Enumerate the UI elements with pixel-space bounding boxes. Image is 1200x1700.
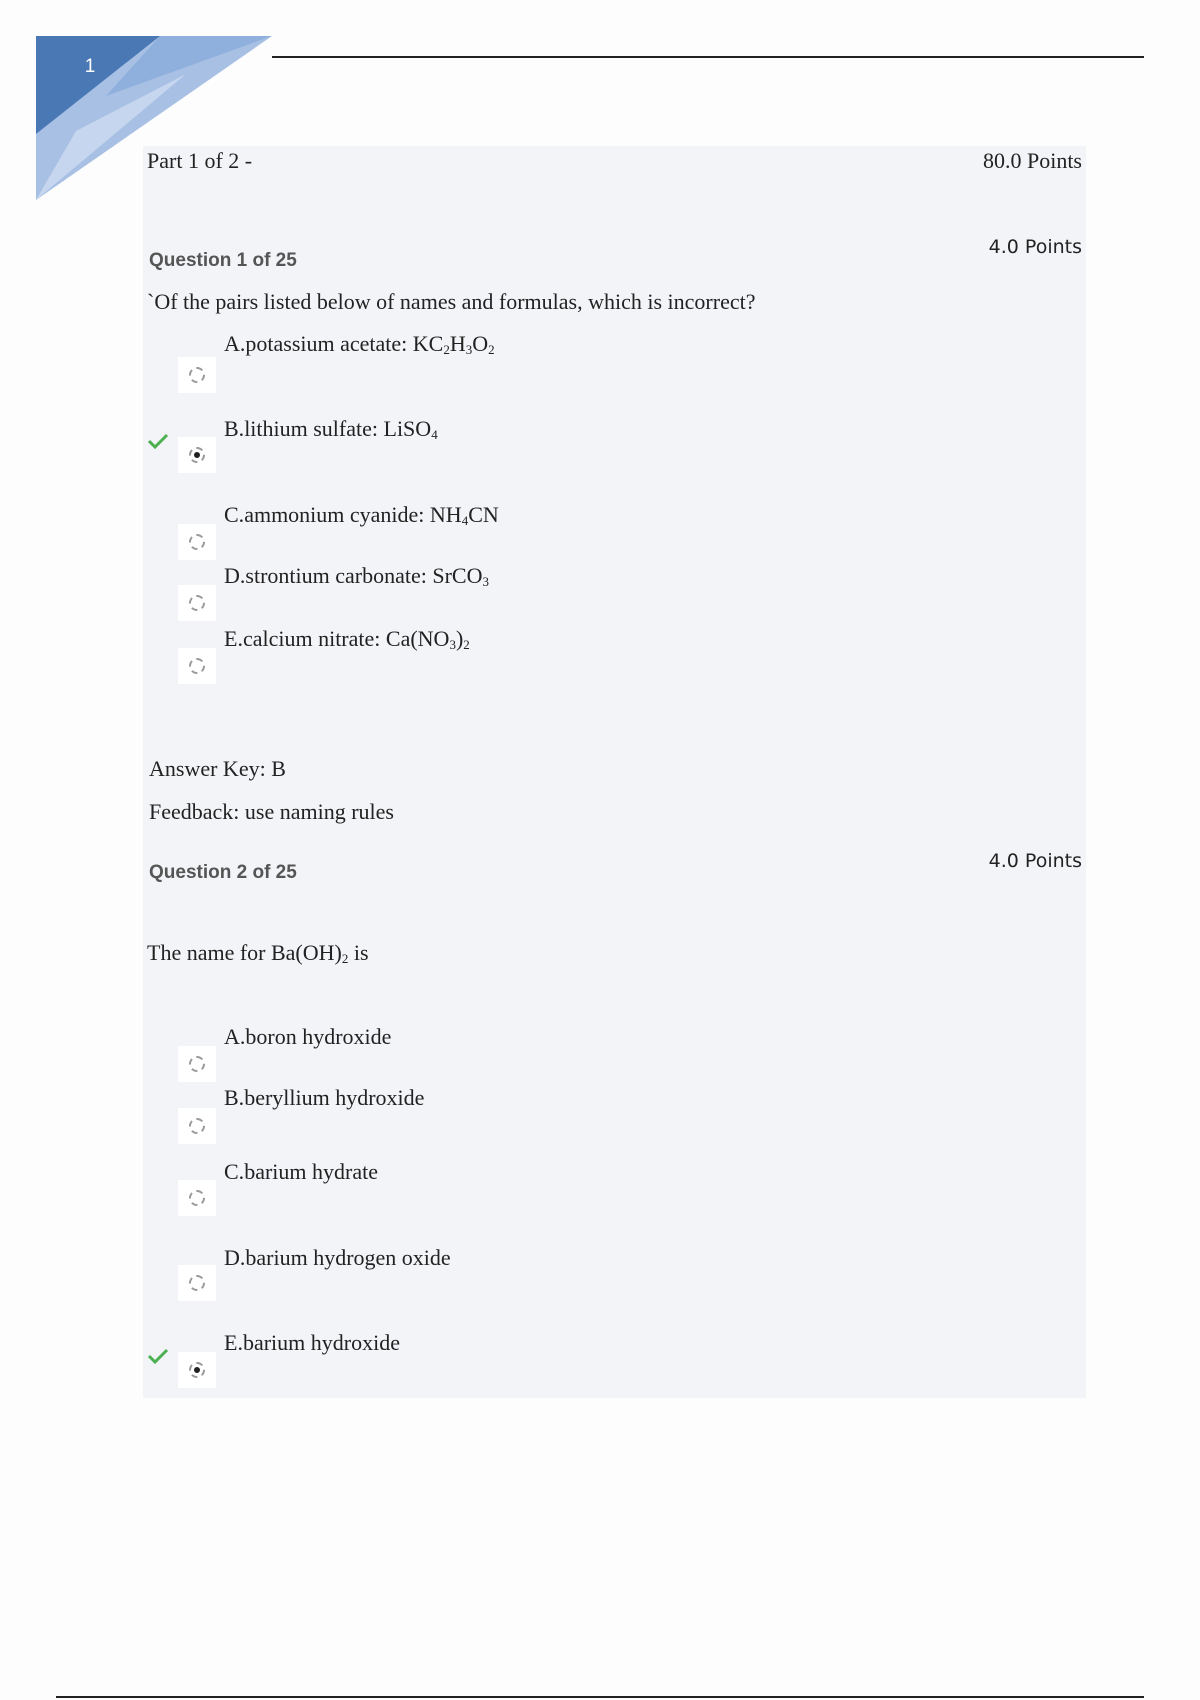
- q2-option-b-label: B.beryllium hydroxide: [224, 1085, 425, 1110]
- correct-check-icon: [147, 1347, 169, 1365]
- question-1-points: 4.0 Points: [988, 236, 1082, 258]
- radio-icon: [189, 658, 205, 674]
- feedback: Feedback: use naming rules: [149, 799, 394, 824]
- q2-option-d-radio[interactable]: [178, 1265, 216, 1301]
- answer-key: Answer Key: B: [149, 756, 286, 781]
- question-1-heading: Question 1 of 25: [149, 250, 297, 271]
- q1-option-a-radio[interactable]: [178, 357, 216, 393]
- q2-option-c-label: C.barium hydrate: [224, 1159, 378, 1184]
- radio-icon: [189, 534, 205, 550]
- correct-check-icon: [147, 432, 169, 450]
- q2-option-b-radio[interactable]: [178, 1108, 216, 1144]
- question-2-points: 4.0 Points: [988, 850, 1082, 872]
- q1-option-e-radio[interactable]: [178, 648, 216, 684]
- question-2-heading: Question 2 of 25: [149, 862, 297, 883]
- radio-icon: [189, 1275, 205, 1291]
- q1-option-a-label: A.potassium acetate: $KC_2H_3O_2$: [224, 331, 495, 357]
- radio-icon: [189, 1118, 205, 1134]
- part-points: 80.0 Points: [982, 148, 1082, 173]
- q1-option-b-label: B.lithium sulfate: LiSO$_4$: [224, 416, 438, 442]
- q1-option-e-label: E.calcium nitrate: $Ca(NO_3)_2$: [224, 626, 470, 652]
- q1-option-b-radio[interactable]: [178, 437, 216, 473]
- part-title: Part 1 of 2 -: [147, 148, 253, 173]
- question-1-prompt: `Of the pairs listed below of names and formulas, which is incorrect?: [147, 289, 756, 314]
- q2-option-a-label: A.boron hydroxide: [224, 1024, 392, 1049]
- top-divider: [272, 56, 1144, 58]
- q2-option-a-radio[interactable]: [178, 1046, 216, 1082]
- q1-option-c-radio[interactable]: [178, 524, 216, 560]
- bottom-divider: [56, 1696, 1144, 1698]
- q1-option-d-radio[interactable]: [178, 585, 216, 621]
- radio-icon: [189, 595, 205, 611]
- radio-icon: [189, 1190, 205, 1206]
- q2-option-e-label: E.barium hydroxide: [224, 1330, 400, 1355]
- radio-selected-icon: [189, 1362, 205, 1378]
- question-2-prompt: The name for $Ba(OH)_2$ is: [147, 940, 369, 966]
- q1-option-c-label: C.ammonium cyanide: $NH_4CN$: [224, 502, 499, 528]
- q2-option-d-label: D.barium hydrogen oxide: [224, 1245, 451, 1270]
- q2-option-c-radio[interactable]: [178, 1180, 216, 1216]
- q1-option-d-label: D.strontium carbonate: SrCO$_3$: [224, 563, 489, 589]
- q2-option-e-radio[interactable]: [178, 1352, 216, 1388]
- radio-icon: [189, 367, 205, 383]
- radio-icon: [189, 1056, 205, 1072]
- page-number: 1: [84, 56, 96, 77]
- radio-selected-icon: [189, 447, 205, 463]
